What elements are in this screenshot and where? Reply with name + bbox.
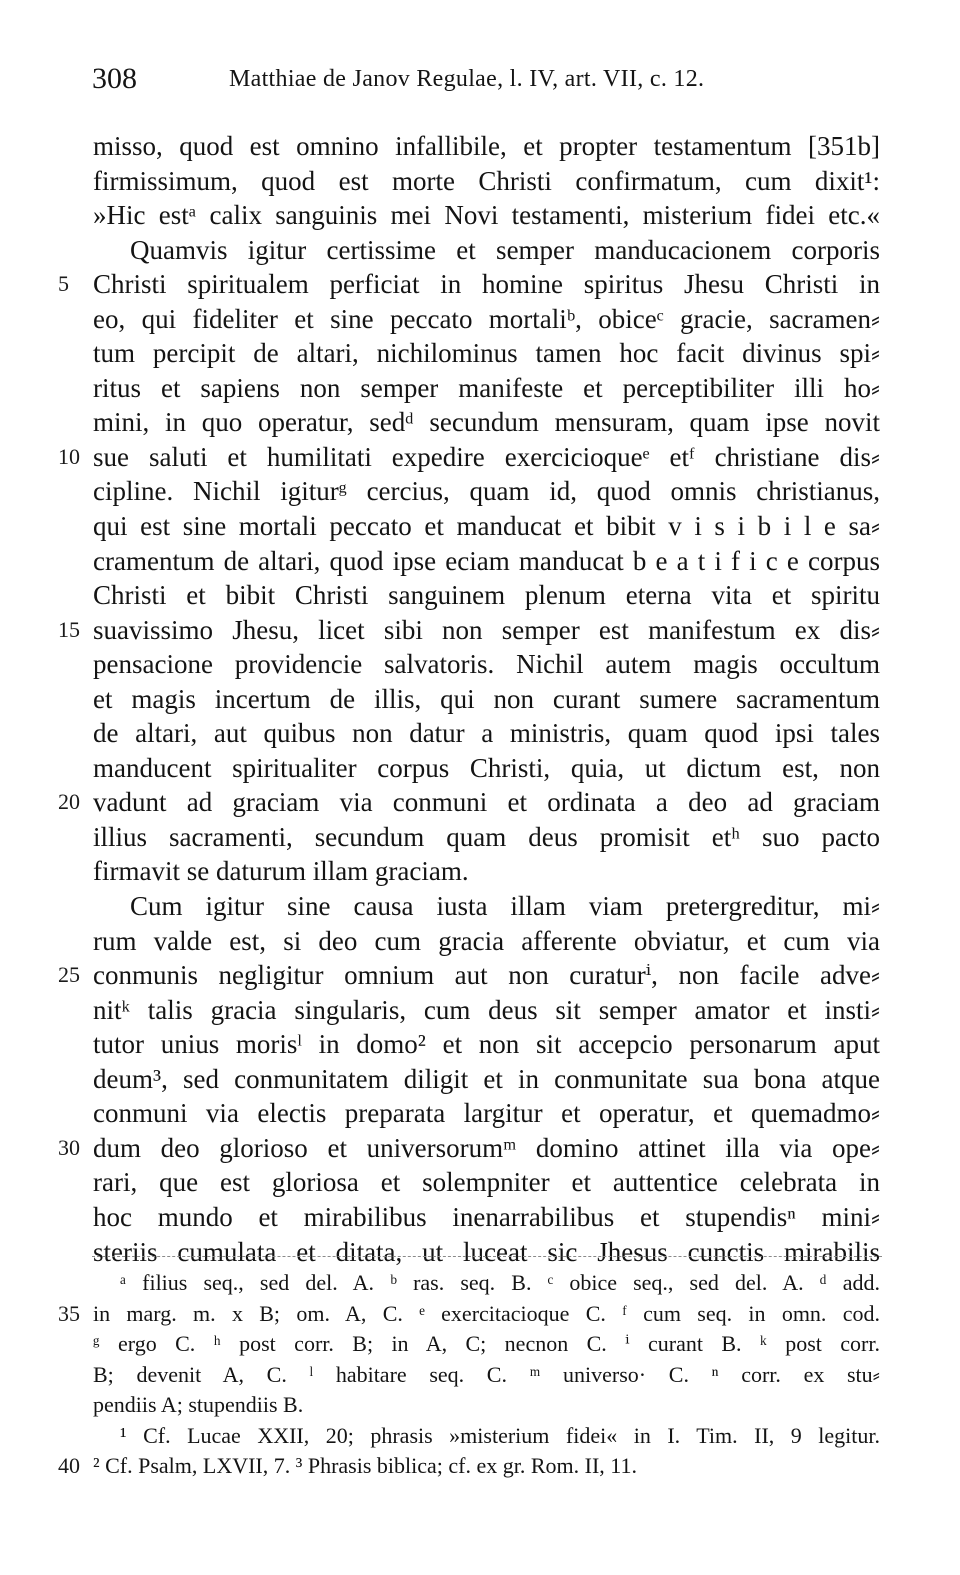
page-number: 308 [92,62,137,95]
footnote-line [0,1268,960,1299]
text-line-text: misso, quod est omnino infallibile, et propter testamentum [351b] [93,131,880,161]
text-line [0,716,960,751]
text-line [0,440,960,475]
footnote-line [0,1329,960,1360]
text-line [0,751,960,786]
text-line [0,267,960,302]
line-number: 10 [58,443,80,469]
text-line [0,682,960,717]
text-line [0,371,960,406]
text-line [0,544,960,579]
text-line-text: tutor unius morisˡ in domo² et non sit accepcio personarum aput [93,1029,880,1060]
text-line [0,164,960,199]
text-line [0,578,960,613]
text-line-text: suavissimo Jhesu, licet sibi non semper est manifestum ex dis⸗ [93,614,880,645]
main-text [0,129,960,1269]
text-line-text: steriis cumulata et ditata, ut luceat sic Jhesus cunctis mirabilis [93,1236,880,1267]
text-line-text: firmavit se daturum illam graciam. [93,856,469,887]
text-line [0,647,960,682]
text-line-text: ritus et sapiens non semper manifeste et perceptibiliter illi ho⸗ [93,372,880,403]
text-line-text: conmuni via electis preparata largitur et operatur, et quemadmo⸗ [93,1098,880,1129]
footnote-line-text: B; devenit A, C. ˡ habitare seq. C. ᵐ universo· C. ⁿ corr. ex stu⸗ [93,1361,880,1387]
text-line-text: rari, que est gloriosa et solempniter et auttentice celebrata in [93,1167,880,1198]
text-line-text: illius sacramenti, secundum quam deus promisit etʰ suo pacto [93,821,880,852]
footnote-line [0,1451,960,1482]
text-line [0,958,960,993]
text-line-text: hoc mundo et mirabilibus inenarrabilibus et stupendisⁿ mini⸗ [93,1201,880,1232]
text-line [0,1165,960,1200]
text-line-text: nitᵏ talis gracia singularis, cum deus sit semper amator et insti⸗ [93,994,880,1025]
line-number: 5 [58,271,69,297]
footnote-line-text: ¹ Cf. Lucae XXII, 20; phrasis »misterium fidei« in I. Tim. II, 9 legitur. [120,1422,880,1448]
footnote-separator [92,1256,882,1257]
footnotes [0,1268,960,1482]
text-line-text: cramentum de altari, quod ipse eciam manducat b e a t i f i c e corpus [93,545,880,576]
text-line [0,993,960,1028]
text-line-text: Quamvis igitur certissime et semper manducacionem corporis [130,234,880,265]
text-line [0,1027,960,1062]
text-line [0,1062,960,1097]
footnote-line [0,1299,960,1330]
page-header [92,62,882,96]
text-line [0,613,960,648]
text-line [0,509,960,544]
text-line [0,1235,960,1270]
text-line-text: vadunt ad graciam via conmuni et ordinata a deo ad graciam [93,787,880,818]
footnote-line-text: ² Cf. Psalm, LXVII, 7. ³ Phrasis biblica; cf. ex gr. Rom. II, 11. [93,1453,637,1478]
text-line-text: conmunis negligitur omnium aut non curaturⁱ, non facile adve⸗ [93,960,880,991]
text-line [0,889,960,924]
text-line-text: firmissimum, quod est morte Christi confirmatum, cum dixit¹: [93,165,880,196]
text-line-text: sue saluti et humilitati expedire exercicioqueᵉ etᶠ christiane dis⸗ [93,441,880,472]
text-line [0,1131,960,1166]
line-number: 20 [58,789,80,815]
text-line-text: qui est sine mortali peccato et manducat et bibit v i s i b i l e sa⸗ [93,511,880,542]
text-line-text: eo, qui fideliter et sine peccato mortaliᵇ, obiceᶜ gracie, sacramen⸗ [93,303,880,334]
text-line [0,474,960,509]
line-number: 25 [58,962,80,988]
text-line-text: deum³, sed conmunitatem diligit et in conmunitate sua bona atque [93,1063,880,1094]
text-line [0,1200,960,1235]
footnote-line-text: ᵃ filius seq., sed del. A. ᵇ ras. seq. B. ᶜ obice seq., sed del. A. ᵈ add. [120,1270,880,1295]
text-line-text: tum percipit de altari, nichilominus tamen hoc facit divinus spi⸗ [93,338,880,369]
text-line [0,785,960,820]
footnote-line-text: pendiis A; stupendiis B. [93,1392,304,1417]
text-line [0,924,960,959]
footnote-line-text: in marg. m. x B; om. A, C. ᵉ exercitacioque C. ᶠ cum seq. in omn. cod. [93,1300,880,1326]
text-line-text: manducent spiritualiter corpus Christi, quia, ut dictum est, non [93,752,880,783]
text-line [0,198,960,233]
text-line-text: Cum igitur sine causa iusta illam viam pretergreditur, mi⸗ [130,891,880,922]
footnote-line [0,1360,960,1391]
line-number: 15 [58,616,80,642]
text-line-text: rum valde est, si deo cum gracia afferente obviatur, et cum via [93,925,880,956]
text-line-text: de altari, aut quibus non datur a ministris, quam quod ipsi tales [93,718,880,749]
text-line-text: et magis incertum de illis, qui non curant sumere sacramentum [93,683,880,714]
text-line-text: dum deo glorioso et universorumᵐ domino attinet illa via ope⸗ [93,1132,880,1163]
text-line-text: cipline. Nichil igiturᵍ cercius, quam id, quod omnis christianus, [93,476,880,507]
text-line [0,129,960,164]
running-title: Matthiae de Janov Regulae, l. IV, art. VII, c. 12. [229,66,705,92]
text-line-text: pensacione providencie salvatoris. Nichil autem magis occultum [93,649,880,680]
text-line-text: mini, in quo operatur, sedᵈ secundum mensuram, quam ipse novit [93,407,880,438]
line-number: 35 [58,1300,80,1326]
line-number: 40 [58,1453,80,1478]
text-line-text: Christi spiritualem perficiat in homine spiritus Jhesu Christi in [93,269,880,300]
line-number: 30 [58,1134,80,1160]
text-line-text: Christi et bibit Christi sanguinem plenum eterna vita et spiritu [93,580,880,611]
text-line [0,820,960,855]
text-line [0,854,960,889]
text-line [0,1096,960,1131]
footnote-line-text: ᵍ ergo C. ʰ post corr. B; in A, C; necnon C. ⁱ curant B. ᵏ post corr. [93,1331,880,1356]
text-line [0,405,960,440]
footnote-line [0,1421,960,1452]
text-line [0,336,960,371]
footnote-line [0,1390,960,1421]
text-line-text: »Hic estᵃ calix sanguinis mei Novi testamenti, misterium fidei etc.« [93,200,880,231]
text-line [0,302,960,337]
text-line [0,233,960,268]
